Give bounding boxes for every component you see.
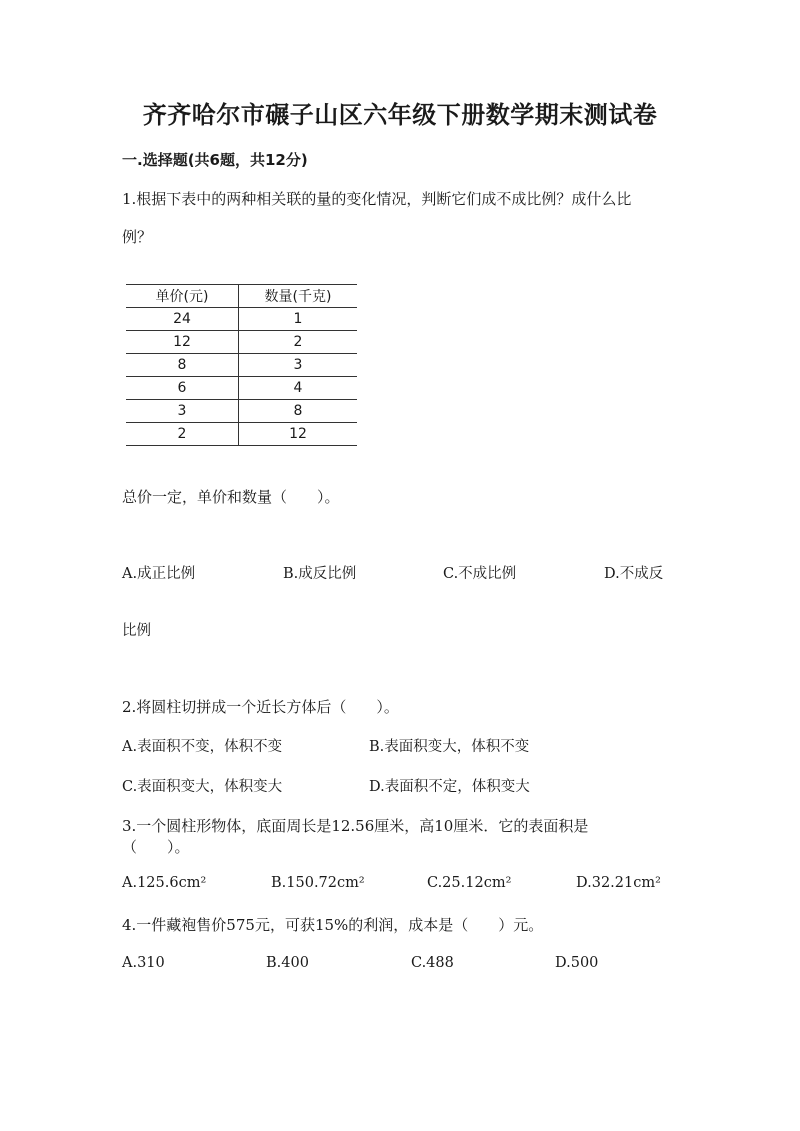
q3-option-d: D.32.21cm²: [576, 875, 661, 891]
q2-stem: 2.将圆柱切拼成一个近长方体后（ ）。: [122, 698, 399, 716]
table-row: [126, 400, 357, 423]
section-heading: 一.选择题(共6题，共12分): [122, 151, 308, 169]
table-cell: 8: [126, 354, 239, 377]
q3-text-line1: 3.一个圆柱形物体，底面周长是12.56厘米，高10厘米．它的表面积是: [122, 817, 589, 835]
table-cell: 3: [126, 400, 239, 423]
table-cell: 2: [239, 331, 358, 354]
q3-option-b: B.150.72cm²: [271, 875, 365, 891]
table-cell: 12: [239, 423, 358, 446]
table-header-row: [126, 285, 357, 308]
q4-option-c: C.488: [411, 955, 454, 971]
table-row: [126, 354, 357, 377]
table-cell: 6: [126, 377, 239, 400]
q2-option-d: D.表面积不定，体积变大: [369, 779, 530, 795]
table-cell: 8: [239, 400, 358, 423]
q4-stem: 4.一件藏袍售价575元，可获15%的利润，成本是（ ）元。: [122, 916, 544, 934]
table-cell: 1: [239, 308, 358, 331]
q4-option-a: A.310: [122, 955, 165, 971]
table-row: [126, 423, 357, 446]
table-row: [126, 377, 357, 400]
q2-option-b: B.表面积变大，体积不变: [369, 739, 530, 755]
table-cell: 2: [126, 423, 239, 446]
q3-option-c: C.25.12cm²: [427, 875, 512, 891]
table-cell: 4: [239, 377, 358, 400]
table-cell: 12: [126, 331, 239, 354]
q1-option-a: A.成正比例: [122, 566, 196, 582]
table-header-unit-price: 单价(元): [126, 285, 239, 308]
table-cell: 24: [126, 308, 239, 331]
q1-stem: 总价一定，单价和数量（ ）。: [122, 488, 340, 506]
table-row: [126, 308, 357, 331]
q1-text-line2: 例？: [122, 228, 153, 246]
q1-option-d: D.不成反: [604, 566, 664, 582]
q3-option-a: A.125.6cm²: [122, 875, 207, 891]
table-row: [126, 331, 357, 354]
q1-option-c: C.不成比例: [443, 566, 517, 582]
q1-text-line1: 1.根据下表中的两种相关联的量的变化情况，判断它们成不成比例？成什么比: [122, 190, 632, 208]
table-header-quantity: 数量(千克): [239, 285, 358, 308]
q2-option-c: C.表面积变大，体积变大: [122, 779, 283, 795]
q4-option-b: B.400: [266, 955, 309, 971]
table-cell: 3: [239, 354, 358, 377]
q3-text-line2: （ ）。: [122, 838, 190, 856]
q4-option-d: D.500: [555, 955, 599, 971]
page-title: 齐齐哈尔市碾子山区六年级下册数学期末测试卷: [142, 101, 658, 129]
q1-option-b: B.成反比例: [283, 566, 357, 582]
q1-option-d-wrap: 比例: [122, 623, 151, 639]
q2-option-a: A.表面积不变，体积不变: [122, 739, 283, 755]
q1-data-table: [126, 284, 357, 446]
